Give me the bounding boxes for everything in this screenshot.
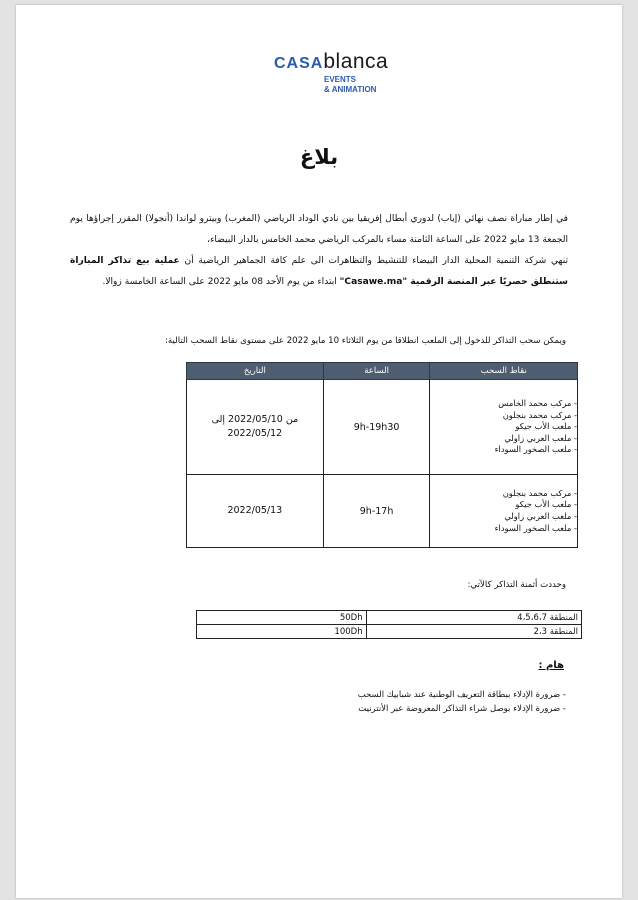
header-draw-points: نقاط السحب — [430, 363, 578, 380]
price-cell: 100Dh — [197, 625, 367, 639]
paragraph-context: في إطار مباراة نصف نهائي (إياب) لدوري أبطال إفريقيا بين نادي الوداد الرياضي (المغرب) وبيترو لواندا (أنجولا) المقرر إجراؤها يوم الجمعة 13 مايو 2022 على الساعة الثامنة مساء بالمركب الرياضي محمد الخامس بالدار البيضاء، — [70, 214, 568, 245]
document-title: بلاغ — [299, 145, 339, 169]
paragraph-announcement — [70, 251, 568, 293]
date-line: 2022/05/13 — [227, 505, 283, 516]
date-cell — [187, 380, 324, 475]
time-cell: 9h-17h — [323, 475, 430, 548]
price-cell: 50Dh — [197, 611, 367, 625]
header-date: التاريخ — [187, 363, 324, 380]
date-line: من 2022/05/10 إلى — [211, 414, 299, 425]
paragraph-announcement-bold: عملية بيع تذاكر المباراة ستنطلق حصريًا عبر المنصة الرقمية "Casawe.ma" — [70, 256, 568, 287]
draw-point-item: - ملعب الصخور السوداء — [494, 444, 577, 455]
draw-point-item: - ملعب العربي زاولي — [504, 511, 577, 521]
logo-wordmark — [274, 50, 388, 74]
document-page — [16, 5, 622, 898]
time-cell: 9h-19h30 — [323, 380, 430, 475]
paragraph-announcement-start: تنهي شركة التنمية المحلية الدار البيضاء للتنشيط والتظاهرات الى علم كافة الجماهير الرياضية أن — [179, 256, 568, 266]
header-time: الساعة — [323, 363, 430, 380]
paragraph-announcement-end: ابتداء من يوم الأحد 08 مايو 2022 على الساعة الخامسة زوالا. — [102, 277, 340, 287]
draw-points-cell — [430, 380, 578, 475]
logo-subtitle-line1: EVENTS — [324, 75, 357, 84]
draw-point-item: - ملعب العربي زاولي — [504, 432, 577, 443]
announcement-body — [70, 209, 568, 293]
draw-point-item: - مركب محمد بنجلون — [502, 487, 577, 498]
important-heading: هام : — [538, 660, 564, 671]
draw-point-item: - ملعب الأب جيكو — [515, 499, 577, 510]
logo-casa-text: CASA — [274, 55, 324, 72]
draw-point-item: - ملعب الصخور السوداء — [494, 522, 577, 533]
date-cell — [187, 475, 324, 548]
schedule-header-row — [187, 363, 578, 380]
zone-cell: المنطقة 2،3 — [366, 625, 581, 639]
list-item: - ضرورة الإدلاء ببطاقة التعريف الوطنية عند شبابيك السحب — [357, 690, 566, 700]
draw-schedule-table — [186, 362, 578, 548]
table-row — [197, 611, 582, 625]
draw-points-cell — [430, 475, 578, 548]
casablanca-events-logo — [274, 50, 404, 102]
date-line: 2022/05/12 — [227, 428, 283, 439]
table-row — [187, 475, 578, 548]
list-item: - ضرورة الإدلاء بوصل شراء التذاكر المعروضة عبر الأنترنيت — [358, 704, 566, 714]
zone-cell: المنطقة 4،5،6،7 — [366, 611, 581, 625]
prices-intro: وحددت أثمنة التذاكر كالآتي: — [467, 580, 566, 590]
draw-point-item: - مركب محمد الخامس — [498, 398, 577, 409]
draw-points-intro: ويمكن سحب التذاكر للدخول إلى الملعب انطلاقا من يوم الثلاثاء 10 مايو 2022 على مستوى نقاط السحب التالية: — [165, 336, 566, 346]
logo-blanca-text: blanca — [323, 50, 389, 73]
notes-list — [266, 688, 566, 716]
table-row — [187, 380, 578, 475]
logo-subtitle-line2: & ANIMATION — [324, 85, 377, 94]
table-row — [197, 625, 582, 639]
logo-subtitle — [324, 75, 376, 95]
draw-point-item: - مركب محمد بنجلون — [502, 409, 577, 420]
prices-table — [196, 610, 582, 639]
draw-point-item: - ملعب الأب جيكو — [515, 421, 577, 432]
